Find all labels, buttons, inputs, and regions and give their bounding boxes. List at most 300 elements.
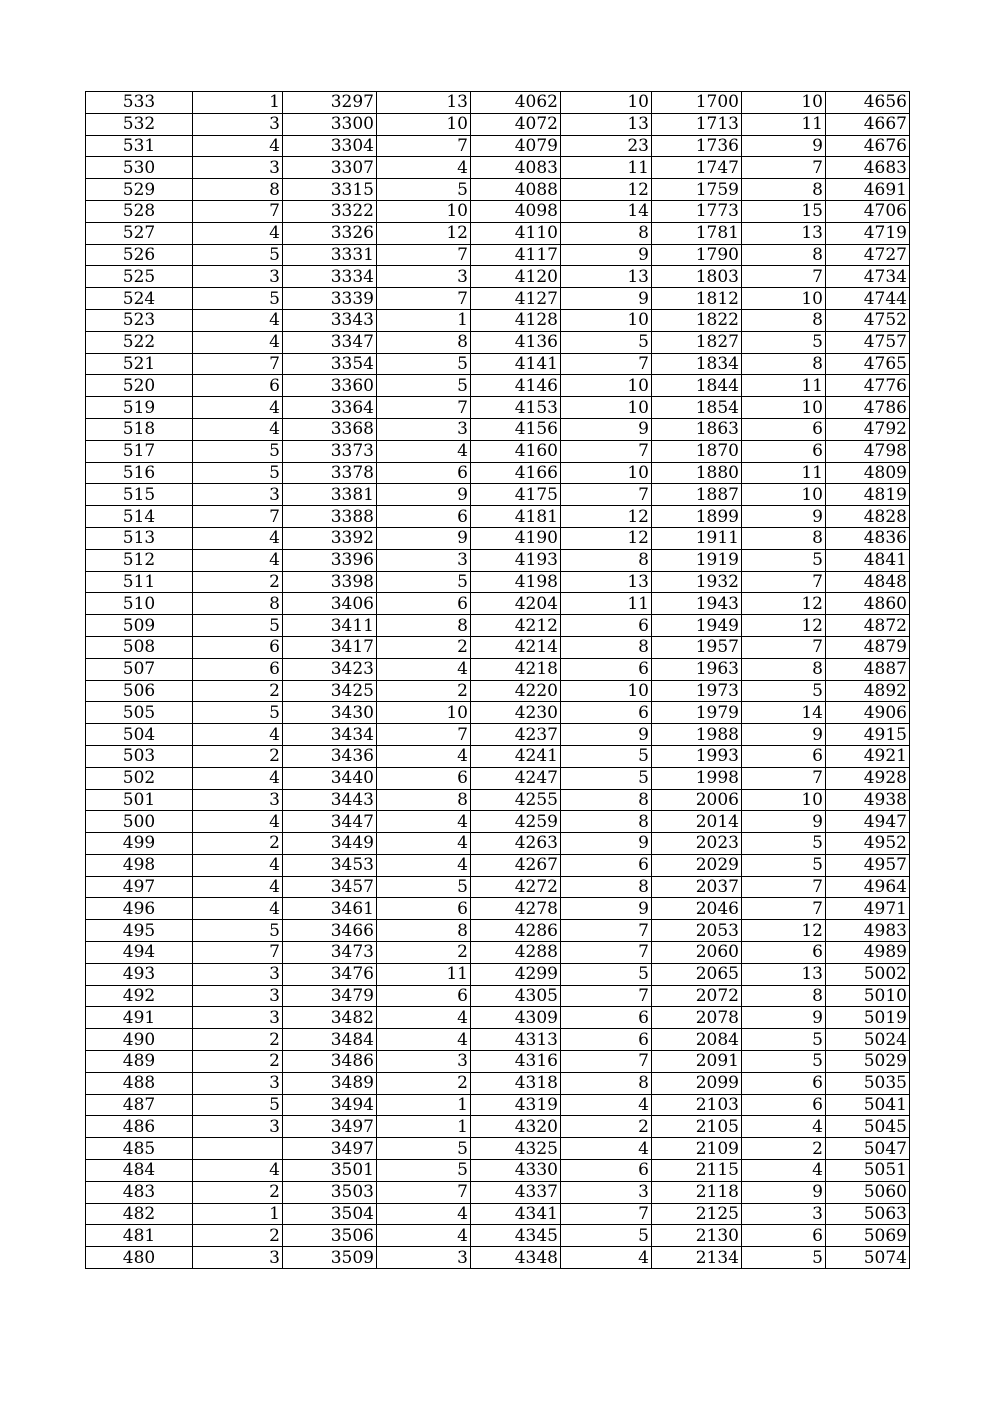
- table-cell: 3: [561, 1181, 652, 1203]
- score-cell: 484: [86, 1160, 193, 1182]
- table-cell: 3482: [283, 1007, 377, 1029]
- score-cell: 482: [86, 1203, 193, 1225]
- table-cell: 5074: [826, 1247, 910, 1269]
- table-cell: 2134: [652, 1247, 742, 1269]
- table-cell: 3: [193, 266, 283, 288]
- score-cell: 498: [86, 854, 193, 876]
- table-cell: 2065: [652, 963, 742, 985]
- table-cell: 4263: [471, 833, 561, 855]
- table-cell: 5045: [826, 1116, 910, 1138]
- table-row: [86, 745, 910, 767]
- table-cell: 4198: [471, 571, 561, 593]
- table-cell: 4792: [826, 418, 910, 440]
- table-cell: 9: [742, 1181, 826, 1203]
- table-cell: 4: [193, 876, 283, 898]
- table-row: [86, 527, 910, 549]
- table-cell: 5: [377, 1160, 471, 1182]
- table-cell: 6: [377, 985, 471, 1007]
- table-cell: 6: [561, 702, 652, 724]
- table-cell: 10: [742, 789, 826, 811]
- table-cell: 4: [377, 1225, 471, 1247]
- table-cell: 4809: [826, 462, 910, 484]
- table-cell: 4752: [826, 309, 910, 331]
- table-cell: 4: [193, 527, 283, 549]
- table-cell: 1: [193, 92, 283, 114]
- table-row: [86, 244, 910, 266]
- table-cell: 4212: [471, 615, 561, 637]
- table-cell: 2: [193, 1181, 283, 1203]
- score-cell: 491: [86, 1007, 193, 1029]
- table-cell: 4: [193, 898, 283, 920]
- table-cell: 4860: [826, 593, 910, 615]
- table-cell: 3506: [283, 1225, 377, 1247]
- table-cell: 5: [742, 854, 826, 876]
- table-cell: 4272: [471, 876, 561, 898]
- table-cell: 3378: [283, 462, 377, 484]
- table-cell: 2029: [652, 854, 742, 876]
- table-cell: 3334: [283, 266, 377, 288]
- table-cell: 4241: [471, 745, 561, 767]
- table-row: [86, 200, 910, 222]
- table-cell: 9: [561, 288, 652, 310]
- table-cell: 3440: [283, 767, 377, 789]
- table-cell: 3447: [283, 811, 377, 833]
- table-cell: 9: [742, 135, 826, 157]
- table-cell: 4727: [826, 244, 910, 266]
- table-cell: 4: [377, 833, 471, 855]
- table-cell: 6: [742, 418, 826, 440]
- table-cell: 8: [561, 222, 652, 244]
- table-cell: 4: [193, 222, 283, 244]
- table-cell: 5029: [826, 1051, 910, 1073]
- table-cell: 3411: [283, 615, 377, 637]
- score-cell: 521: [86, 353, 193, 375]
- table-cell: 11: [561, 157, 652, 179]
- table-row: [86, 179, 910, 201]
- table-cell: 5: [193, 440, 283, 462]
- table-cell: 4220: [471, 680, 561, 702]
- table-cell: 7: [742, 898, 826, 920]
- score-cell: 528: [86, 200, 193, 222]
- table-cell: 3479: [283, 985, 377, 1007]
- score-cell: 490: [86, 1029, 193, 1051]
- table-cell: 5: [742, 331, 826, 353]
- table-cell: 4062: [471, 92, 561, 114]
- table-row: [86, 506, 910, 528]
- table-cell: 4259: [471, 811, 561, 833]
- table-cell: 4320: [471, 1116, 561, 1138]
- table-cell: 7: [193, 942, 283, 964]
- table-row: [86, 876, 910, 898]
- table-cell: 2078: [652, 1007, 742, 1029]
- score-cell: 529: [86, 179, 193, 201]
- table-cell: 4088: [471, 179, 561, 201]
- table-cell: 2125: [652, 1203, 742, 1225]
- table-cell: 10: [377, 702, 471, 724]
- table-cell: 4: [377, 1203, 471, 1225]
- table-cell: 4: [193, 397, 283, 419]
- table-cell: 9: [377, 527, 471, 549]
- table-cell: 4: [377, 440, 471, 462]
- table-cell: 4319: [471, 1094, 561, 1116]
- table-cell: 11: [742, 113, 826, 135]
- table-cell: 1932: [652, 571, 742, 593]
- table-row: [86, 680, 910, 702]
- table-cell: 4141: [471, 353, 561, 375]
- table-cell: 13: [742, 222, 826, 244]
- table-cell: 5: [377, 179, 471, 201]
- table-cell: 7: [561, 484, 652, 506]
- table-cell: 4128: [471, 309, 561, 331]
- table-cell: 8: [377, 615, 471, 637]
- table-cell: 5: [742, 833, 826, 855]
- table-cell: 4906: [826, 702, 910, 724]
- table-row: [86, 309, 910, 331]
- table-cell: 4971: [826, 898, 910, 920]
- table-cell: 2: [377, 1072, 471, 1094]
- table-cell: 2115: [652, 1160, 742, 1182]
- table-row: [86, 113, 910, 135]
- table-cell: 2037: [652, 876, 742, 898]
- table-cell: 10: [561, 397, 652, 419]
- table-cell: 3339: [283, 288, 377, 310]
- score-cell: 524: [86, 288, 193, 310]
- table-cell: 2118: [652, 1181, 742, 1203]
- table-cell: 8: [377, 920, 471, 942]
- score-cell: 497: [86, 876, 193, 898]
- table-cell: 4836: [826, 527, 910, 549]
- table-cell: 4947: [826, 811, 910, 833]
- table-cell: 3494: [283, 1094, 377, 1116]
- table-cell: 3331: [283, 244, 377, 266]
- table-cell: 4193: [471, 549, 561, 571]
- table-cell: 10: [377, 113, 471, 135]
- table-cell: 3489: [283, 1072, 377, 1094]
- table-cell: 3388: [283, 506, 377, 528]
- table-cell: 3368: [283, 418, 377, 440]
- table-cell: 4757: [826, 331, 910, 353]
- table-cell: 4341: [471, 1203, 561, 1225]
- score-cell: 527: [86, 222, 193, 244]
- table-row: [86, 615, 910, 637]
- table-cell: 1773: [652, 200, 742, 222]
- score-cell: 495: [86, 920, 193, 942]
- table-row: [86, 331, 910, 353]
- table-cell: 4: [742, 1116, 826, 1138]
- table-cell: 1822: [652, 309, 742, 331]
- table-cell: 4230: [471, 702, 561, 724]
- table-cell: 1700: [652, 92, 742, 114]
- score-cell: 496: [86, 898, 193, 920]
- table-cell: 4676: [826, 135, 910, 157]
- table-cell: 7: [561, 942, 652, 964]
- table-cell: 5: [561, 1225, 652, 1247]
- table-row: [86, 92, 910, 114]
- table-cell: 9: [377, 484, 471, 506]
- table-cell: 1854: [652, 397, 742, 419]
- score-cell: 523: [86, 309, 193, 331]
- table-cell: 6: [193, 636, 283, 658]
- table-cell: 4: [193, 418, 283, 440]
- table-cell: 6: [377, 767, 471, 789]
- table-cell: 2: [193, 745, 283, 767]
- table-cell: 3360: [283, 375, 377, 397]
- table-cell: 5: [193, 920, 283, 942]
- table-cell: 5: [377, 571, 471, 593]
- table-cell: 12: [561, 527, 652, 549]
- table-cell: 5047: [826, 1138, 910, 1160]
- table-cell: 4734: [826, 266, 910, 288]
- table-cell: 1870: [652, 440, 742, 462]
- table-row: [86, 702, 910, 724]
- table-cell: 5041: [826, 1094, 910, 1116]
- table-cell: 1973: [652, 680, 742, 702]
- table-cell: 4: [377, 1007, 471, 1029]
- table-cell: 5051: [826, 1160, 910, 1182]
- table-cell: 4: [561, 1094, 652, 1116]
- table-cell: 4345: [471, 1225, 561, 1247]
- table-cell: 10: [561, 92, 652, 114]
- table-cell: 5002: [826, 963, 910, 985]
- table-cell: 8: [561, 549, 652, 571]
- table-cell: 1713: [652, 113, 742, 135]
- table-cell: 3300: [283, 113, 377, 135]
- table-cell: 9: [561, 244, 652, 266]
- table-cell: 2006: [652, 789, 742, 811]
- table-cell: 7: [377, 1181, 471, 1203]
- table-cell: 4156: [471, 418, 561, 440]
- table-cell: 1: [377, 1116, 471, 1138]
- table-cell: 4299: [471, 963, 561, 985]
- table-cell: 3509: [283, 1247, 377, 1269]
- table-cell: 6: [742, 942, 826, 964]
- table-cell: 4915: [826, 724, 910, 746]
- score-cell: 486: [86, 1116, 193, 1138]
- table-cell: 4079: [471, 135, 561, 157]
- table-cell: 10: [742, 397, 826, 419]
- table-cell: 4983: [826, 920, 910, 942]
- table-cell: 2: [561, 1116, 652, 1138]
- table-row: [86, 636, 910, 658]
- table-cell: 9: [742, 811, 826, 833]
- table-cell: 2: [193, 680, 283, 702]
- table-cell: 5: [377, 876, 471, 898]
- table-cell: 4286: [471, 920, 561, 942]
- table-cell: 10: [561, 462, 652, 484]
- table-cell: 1998: [652, 767, 742, 789]
- table-cell: 7: [193, 353, 283, 375]
- table-cell: 3453: [283, 854, 377, 876]
- table-cell: 4683: [826, 157, 910, 179]
- table-cell: 6: [561, 854, 652, 876]
- table-cell: 3343: [283, 309, 377, 331]
- table-cell: 4: [377, 811, 471, 833]
- table-cell: 2109: [652, 1138, 742, 1160]
- score-cell: 511: [86, 571, 193, 593]
- table-cell: 5019: [826, 1007, 910, 1029]
- table-cell: 4848: [826, 571, 910, 593]
- table-cell: 7: [742, 767, 826, 789]
- table-cell: 4175: [471, 484, 561, 506]
- table-cell: 6: [742, 745, 826, 767]
- table-cell: 7: [742, 636, 826, 658]
- score-cell: 522: [86, 331, 193, 353]
- table-cell: 8: [742, 179, 826, 201]
- table-cell: 2: [377, 942, 471, 964]
- table-cell: 5: [561, 963, 652, 985]
- score-cell: 531: [86, 135, 193, 157]
- table-cell: 9: [742, 1007, 826, 1029]
- table-cell: 3315: [283, 179, 377, 201]
- table-cell: 1747: [652, 157, 742, 179]
- table-cell: 10: [561, 680, 652, 702]
- table-cell: 14: [561, 200, 652, 222]
- table-cell: 5: [561, 745, 652, 767]
- table-cell: 1803: [652, 266, 742, 288]
- table-row: [86, 1225, 910, 1247]
- table-row: [86, 942, 910, 964]
- table-cell: 3417: [283, 636, 377, 658]
- table-cell: 1781: [652, 222, 742, 244]
- table-cell: 4348: [471, 1247, 561, 1269]
- table-cell: 3434: [283, 724, 377, 746]
- table-cell: 5: [377, 375, 471, 397]
- table-cell: 6: [561, 658, 652, 680]
- table-cell: 1759: [652, 179, 742, 201]
- table-cell: 4: [377, 658, 471, 680]
- table-cell: 9: [742, 506, 826, 528]
- score-cell: 533: [86, 92, 193, 114]
- table-row: [86, 266, 910, 288]
- table-cell: 5: [193, 288, 283, 310]
- table-cell: 3392: [283, 527, 377, 549]
- table-cell: 3457: [283, 876, 377, 898]
- table-cell: 5: [742, 1247, 826, 1269]
- table-cell: 6: [561, 1007, 652, 1029]
- table-cell: 4872: [826, 615, 910, 637]
- table-cell: 8: [193, 593, 283, 615]
- table-cell: 6: [561, 615, 652, 637]
- score-cell: 526: [86, 244, 193, 266]
- table-cell: 5: [742, 549, 826, 571]
- score-cell: 493: [86, 963, 193, 985]
- score-cell: 512: [86, 549, 193, 571]
- table-cell: 5: [193, 462, 283, 484]
- table-cell: 4218: [471, 658, 561, 680]
- table-cell: 4146: [471, 375, 561, 397]
- table-cell: 3466: [283, 920, 377, 942]
- table-row: [86, 375, 910, 397]
- table-cell: 3307: [283, 157, 377, 179]
- table-cell: 4181: [471, 506, 561, 528]
- table-cell: 4887: [826, 658, 910, 680]
- table-cell: 3430: [283, 702, 377, 724]
- table-cell: 5069: [826, 1225, 910, 1247]
- table-cell: 2: [193, 1051, 283, 1073]
- table-row: [86, 1138, 910, 1160]
- table-cell: 3: [377, 266, 471, 288]
- table-cell: 6: [193, 375, 283, 397]
- table-row: [86, 1160, 910, 1182]
- table-cell: 14: [742, 702, 826, 724]
- table-cell: 4288: [471, 942, 561, 964]
- table-cell: 4: [377, 157, 471, 179]
- table-cell: 7: [561, 353, 652, 375]
- score-cell: 507: [86, 658, 193, 680]
- table-cell: 11: [377, 963, 471, 985]
- table-cell: 7: [742, 876, 826, 898]
- table-cell: 1790: [652, 244, 742, 266]
- table-cell: 7: [742, 571, 826, 593]
- table-cell: 4072: [471, 113, 561, 135]
- table-cell: 4313: [471, 1029, 561, 1051]
- table-cell: 4305: [471, 985, 561, 1007]
- score-cell: 492: [86, 985, 193, 1007]
- table-cell: 1979: [652, 702, 742, 724]
- table-cell: 3: [193, 1072, 283, 1094]
- table-cell: 2103: [652, 1094, 742, 1116]
- table-cell: 2084: [652, 1029, 742, 1051]
- table-cell: 11: [742, 462, 826, 484]
- table-cell: 4798: [826, 440, 910, 462]
- table-cell: 13: [561, 571, 652, 593]
- table-cell: 4330: [471, 1160, 561, 1182]
- table-cell: 4957: [826, 854, 910, 876]
- score-cell: 487: [86, 1094, 193, 1116]
- table-cell: 1827: [652, 331, 742, 353]
- table-cell: 4: [193, 854, 283, 876]
- table-cell: 8: [742, 353, 826, 375]
- table-cell: 5: [742, 680, 826, 702]
- table-cell: 4921: [826, 745, 910, 767]
- table-cell: 4214: [471, 636, 561, 658]
- table-cell: 3473: [283, 942, 377, 964]
- table-cell: 4819: [826, 484, 910, 506]
- table-row: [86, 963, 910, 985]
- table-cell: 4309: [471, 1007, 561, 1029]
- table-row: [86, 811, 910, 833]
- table-cell: 8: [742, 244, 826, 266]
- table-cell: 8: [561, 876, 652, 898]
- table-cell: 9: [742, 724, 826, 746]
- table-cell: 11: [742, 375, 826, 397]
- score-cell: 504: [86, 724, 193, 746]
- table-cell: 5010: [826, 985, 910, 1007]
- table-cell: 8: [561, 811, 652, 833]
- table-cell: 6: [742, 440, 826, 462]
- score-cell: 480: [86, 1247, 193, 1269]
- table-cell: 4776: [826, 375, 910, 397]
- table-cell: 8: [742, 309, 826, 331]
- score-cell: 513: [86, 527, 193, 549]
- table-cell: 4120: [471, 266, 561, 288]
- table-cell: 4: [561, 1247, 652, 1269]
- table-row: [86, 549, 910, 571]
- table-cell: 1: [377, 309, 471, 331]
- table-cell: 4278: [471, 898, 561, 920]
- table-cell: 5: [193, 615, 283, 637]
- table-cell: 6: [377, 593, 471, 615]
- table-cell: 8: [193, 179, 283, 201]
- score-cell: 503: [86, 745, 193, 767]
- table-cell: 5: [193, 702, 283, 724]
- score-cell: 501: [86, 789, 193, 811]
- table-cell: 4786: [826, 397, 910, 419]
- table-row: [86, 222, 910, 244]
- table-cell: 4744: [826, 288, 910, 310]
- table-cell: 4: [377, 1029, 471, 1051]
- table-cell: 1863: [652, 418, 742, 440]
